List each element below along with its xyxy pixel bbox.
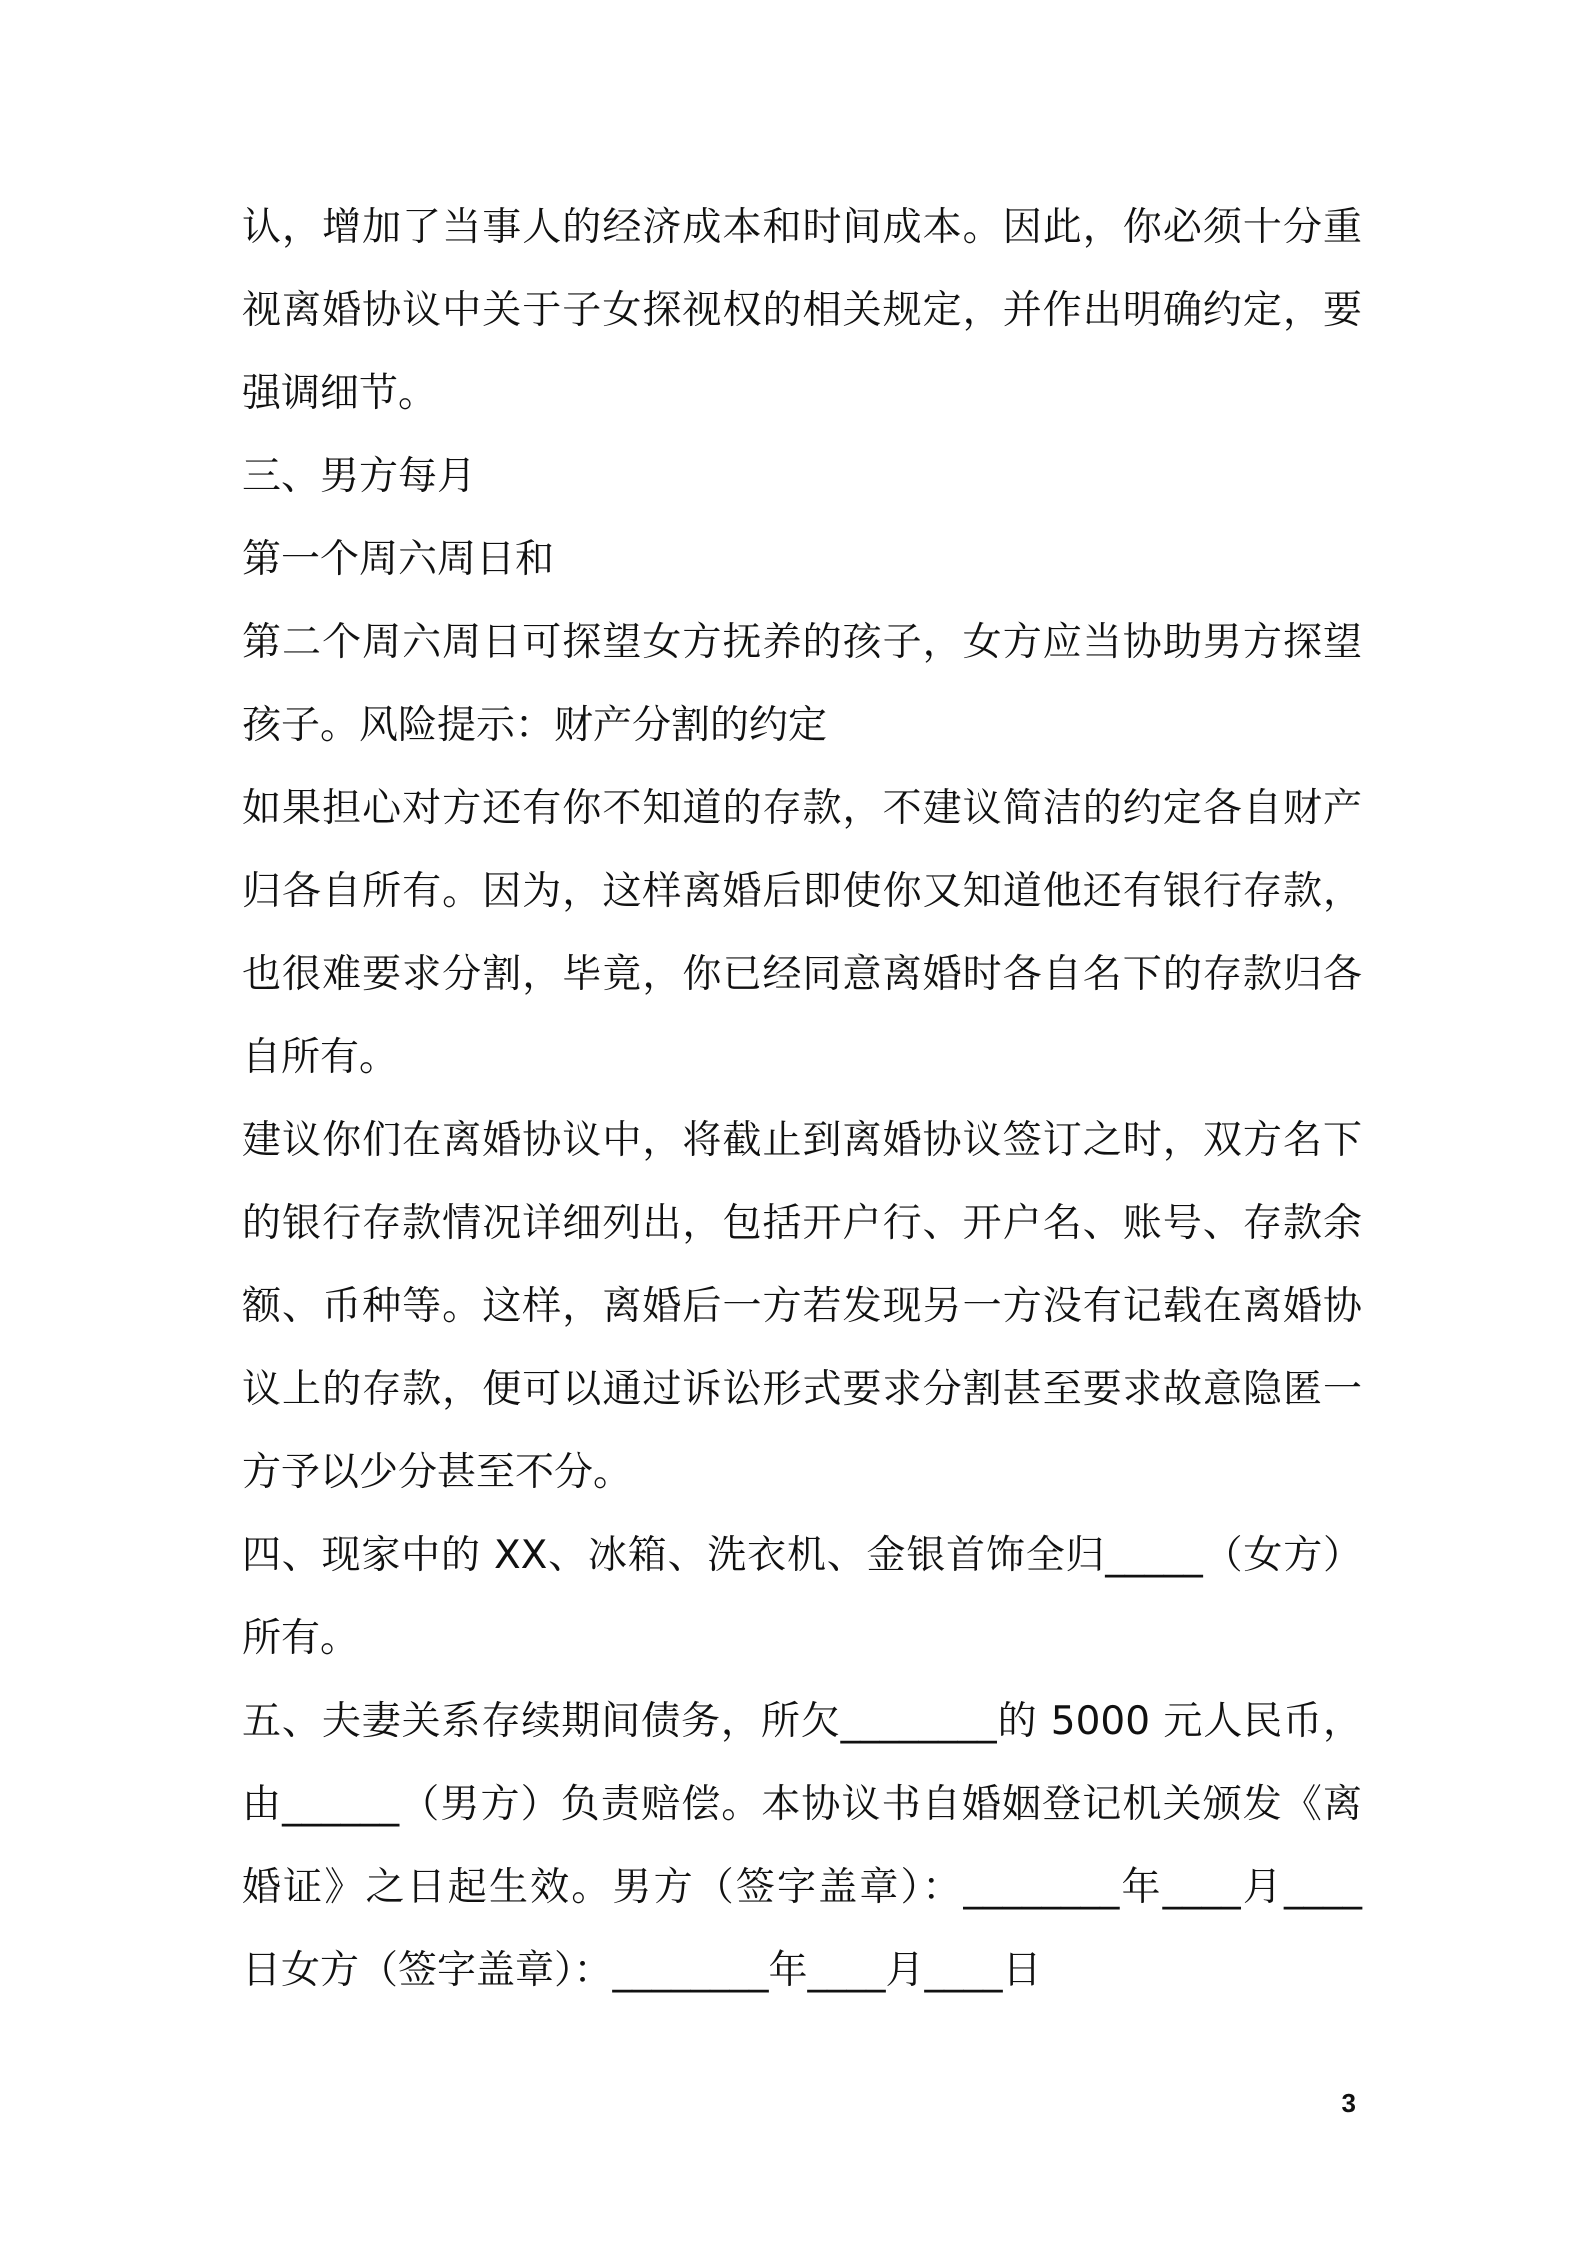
text-line: 也很难要求分割，毕竟，你已经同意离婚时各自名下的存款归各: [242, 952, 1362, 997]
section-heading: 四、现家中的 XX、冰箱、洗衣机、金银首饰全归_____（女方）: [242, 1533, 1362, 1578]
text-line: 视离婚协议中关于子女探视权的相关规定，并作出明确约定，要: [242, 288, 1362, 333]
text-line: 的银行存款情况详细列出，包括开户行、开户名、账号、存款余: [242, 1201, 1362, 1246]
text-line: 由______（男方）负责赔偿。本协议书自婚姻登记机关颁发《离: [242, 1782, 1362, 1827]
text-line: 孩子。风险提示：财产分割的约定: [242, 703, 828, 748]
text-line: 婚证》之日起生效。男方（签字盖章）：________年____月____: [242, 1865, 1362, 1910]
section-heading: 五、夫妻关系存续期间债务，所欠________的 5000 元人民币，: [242, 1699, 1362, 1744]
text-line: 议上的存款，便可以通过诉讼形式要求分割甚至要求故意隐匿一: [242, 1367, 1362, 1412]
text-line: 自所有。: [242, 1035, 399, 1080]
page-number: 3: [1341, 2088, 1356, 2118]
signature-line: 日女方（签字盖章）：________年____月____日: [242, 1948, 1042, 1993]
text-line: 额、币种等。这样，离婚后一方若发现另一方没有记载在离婚协: [242, 1284, 1362, 1329]
text-line: 强调细节。: [242, 371, 438, 416]
section-heading: 三、男方每月: [242, 454, 477, 499]
text-line: 第二个周六周日可探望女方抚养的孩子，女方应当协助男方探望: [242, 620, 1362, 665]
text-line: 归各自所有。因为，这样离婚后即使你又知道他还有银行存款，: [242, 869, 1362, 914]
text-line: 认，增加了当事人的经济成本和时间成本。因此，你必须十分重: [242, 205, 1362, 250]
text-line: 方予以少分甚至不分。: [242, 1450, 633, 1495]
text-line: 建议你们在离婚协议中，将截止到离婚协议签订之时，双方名下: [242, 1118, 1362, 1163]
text-line: 所有。: [242, 1616, 360, 1661]
text-line: 第一个周六周日和: [242, 537, 555, 582]
text-line: 如果担心对方还有你不知道的存款，不建议简洁的约定各自财产: [242, 786, 1362, 831]
